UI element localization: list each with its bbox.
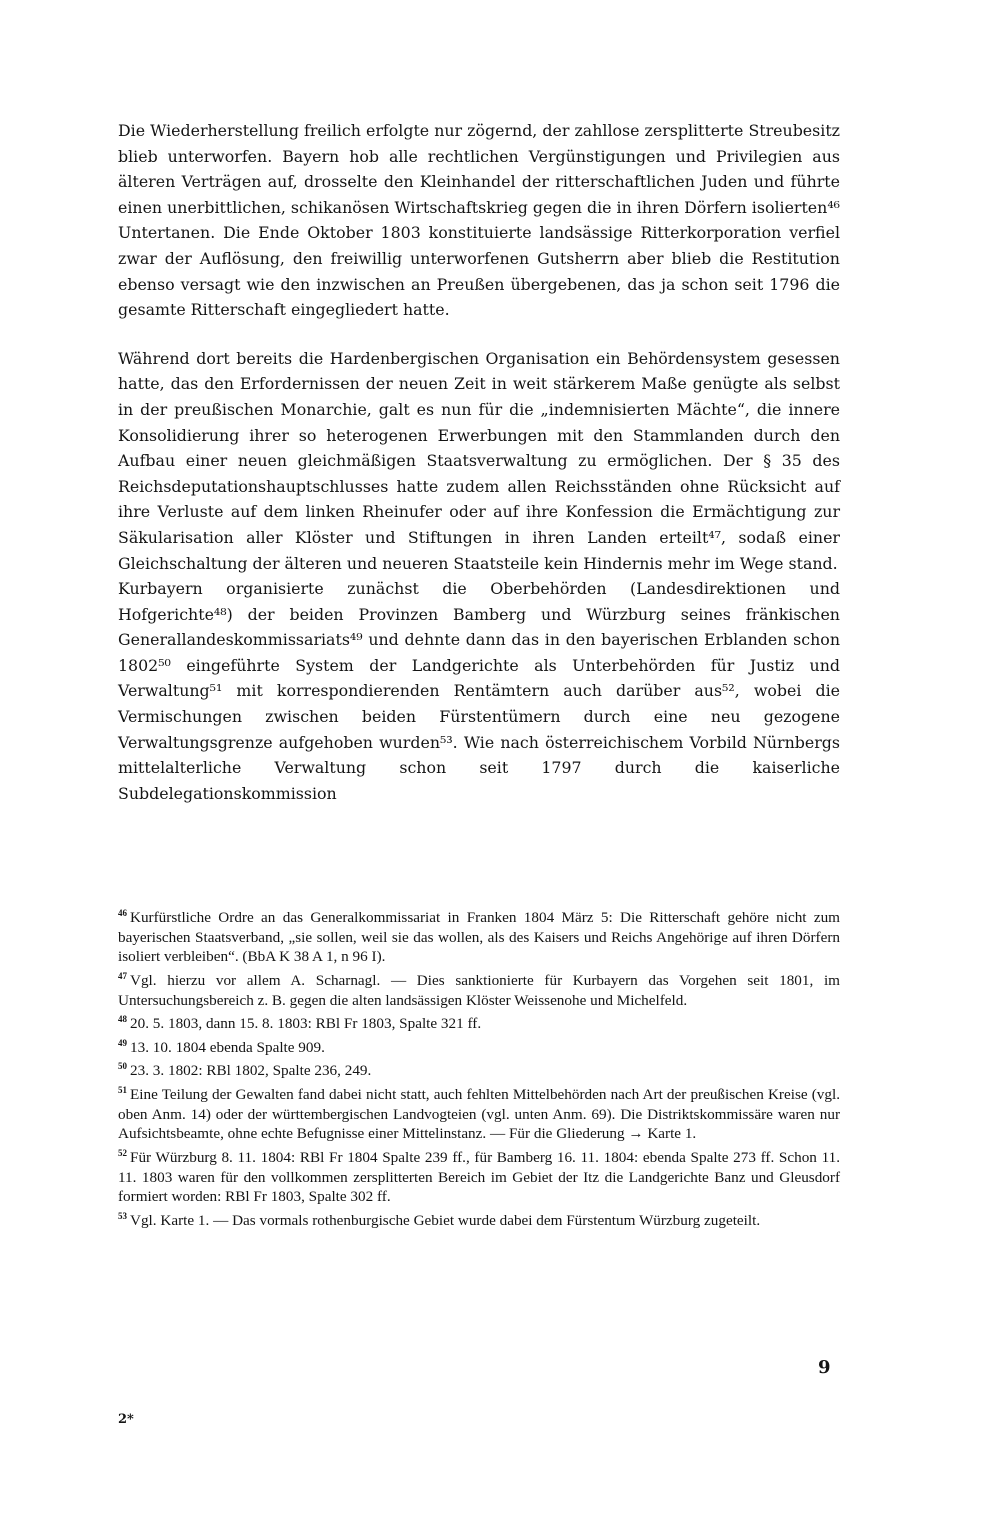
footnote-text: Kurfürstliche Ordre an das Generalkommissariat in Franken 1804 März 5: Die Ritterschaft gehöre nicht zum bayerischen Staatsverband, „sie sollen, weil sie das wollen, als des Kaisers und Reichs Angehörige auf ihren Dörfern isoliert verbleiben“. (BbA K 38 A 1, n 96 I). <box>118 909 840 966</box>
paragraph-gap <box>118 323 840 346</box>
footnote-49 <box>118 1034 840 1058</box>
footnote-text: 20. 5. 1803, dann 15. 8. 1803: RBl Fr 1803, Spalte 321 ff. <box>130 1015 482 1033</box>
footnote-text: Vgl. hierzu vor allem A. Scharnagl. — Dies sanktionierte für Kurbayern das Vorgehen seit 1801, im Untersuchungsbereich z. B. gegen die alten landsässigen Klöster Weissenohe und Michelfeld. <box>118 971 840 1009</box>
paragraph-2: Während dort bereits die Hardenbergischen Organisation ein Behördensystem gesessen hatte, das den Erfordernissen der neuen Zeit in weit stärkerem Maße genügte als selbst in der preußischen Monarchie, galt es nun für die „indemnisierten Mächte“, die innere Konsolidierung ihrer so heterogenen Erwerbungen mit den Stammlanden durch den Aufbau einer neuen gleichmäßigen Staatsverwaltung zu ermöglichen. Der § 35 des Reichsdeputationshauptschlusses hatte zudem allen Reichsständen ohne Rücksicht auf ihre Verluste auf dem linken Rheinufer oder auf ihre Konfession die Ermächtigung zur Säkularisation aller Klöster und Stiftungen in ihren Landen erteilt⁴⁷, sodaß einer Gleichschaltung der älteren und neueren Staatsteile kein Hindernis mehr im Wege stand. <box>118 348 840 573</box>
footnote-marker: 50 <box>118 1061 127 1072</box>
footnote-53 <box>118 1207 840 1231</box>
footnote-text: Für Würzburg 8. 11. 1804: RBl Fr 1804 Spalte 239 ff., für Bamberg 16. 11. 1804: ebenda Spalte 273 ff. Schon 11. 11. 1803 waren für den vollkommen zersplitterten Bereich im Gebiet der Itz die Landgerichte Banz und Gleusdorf formiert worden: RBl Fr 1803, Spalte 302 ff. <box>118 1148 840 1206</box>
signature-mark: 2* <box>118 1412 134 1427</box>
footnote-marker: 47 <box>118 970 127 981</box>
main-text <box>118 118 840 806</box>
footnote-47 <box>118 967 840 1010</box>
footnote-marker: 46 <box>118 908 127 918</box>
footnote-marker: 52 <box>118 1147 127 1158</box>
footnotes <box>118 904 840 1230</box>
page-number: 9 <box>818 1357 831 1378</box>
footnote-marker: 51 <box>118 1085 127 1096</box>
footnote-text: Eine Teilung der Gewalten fand dabei nicht statt, auch fehlten Mittelbehörden nach Art der preußischen Kreise (vgl. oben Anm. 14) oder der württembergischen Landvogteien (vgl. unten Anm. 69). Die Distriktskommissäre waren nur Aufsichtsbeamte, ohne echte Befugnisse einer Mittelinstanz. — Für die Gliederung → Karte 1. <box>118 1086 840 1143</box>
footnote-text: Vgl. Karte 1. — Das vormals rothenburgische Gebiet wurde dabei dem Fürstentum Würzburg zugeteilt. <box>130 1211 761 1229</box>
footnote-52 <box>118 1144 840 1207</box>
footnote-marker: 49 <box>118 1037 127 1048</box>
footnote-marker: 53 <box>118 1210 127 1221</box>
footnote-46 <box>118 904 840 967</box>
paragraph-1: Die Wiederherstellung freilich erfolgte nur zögernd, der zahllose zersplitterte Streubesitz blieb unterworfen. Bayern hob alle rechtlichen Vergünstigungen und Privilegien aus älteren Verträgen auf, drosselte den Kleinhandel der ritterschaftlichen Juden und führte einen unerbittlichen, schikanösen Wirtschaftskrieg gegen die in ihren Dörfern isolierten⁴⁶ Untertanen. Die Ende Oktober 1803 konstituierte landsässige Ritterkorporation verfiel zwar der Auflösung, den freiwillig unterworfenen Gutsherrn aber blieb die Restitution ebenso versagt wie den inzwischen an Preußen übergebenen, das ja schon seit 1796 die gesamte Ritterschaft eingegliedert hatte. <box>118 121 840 320</box>
footnote-48 <box>118 1010 840 1034</box>
footnote-text: 13. 10. 1804 ebenda Spalte 909. <box>130 1038 325 1056</box>
footnote-50 <box>118 1057 840 1081</box>
footnote-text: 23. 3. 1802: RBl 1802, Spalte 236, 249. <box>130 1062 372 1080</box>
paragraph-3: Kurbayern organisierte zunächst die Oberbehörden (Landesdirektionen und Hofgerichte⁴⁸) der beiden Provinzen Bamberg und Würzburg seines fränkischen Generallandeskommissariats⁴⁹ und dehnte dann das in den bayerischen Erblanden schon 1802⁵⁰ eingeführte System der Landgerichte als Unterbehörden für Justiz und Verwaltung⁵¹ mit korrespondierenden Rentämtern auch darüber aus⁵², wobei die Vermischungen zwischen beiden Fürstentümern durch eine neu gezogene Verwaltungsgrenze aufgehoben wurden⁵³. Wie nach österreichischem Vorbild Nürnbergs mittelalterliche Verwaltung schon seit 1797 durch die kaiserliche Subdelegationskommission <box>118 579 840 803</box>
footnote-marker: 48 <box>118 1014 127 1025</box>
footnote-51 <box>118 1081 840 1144</box>
